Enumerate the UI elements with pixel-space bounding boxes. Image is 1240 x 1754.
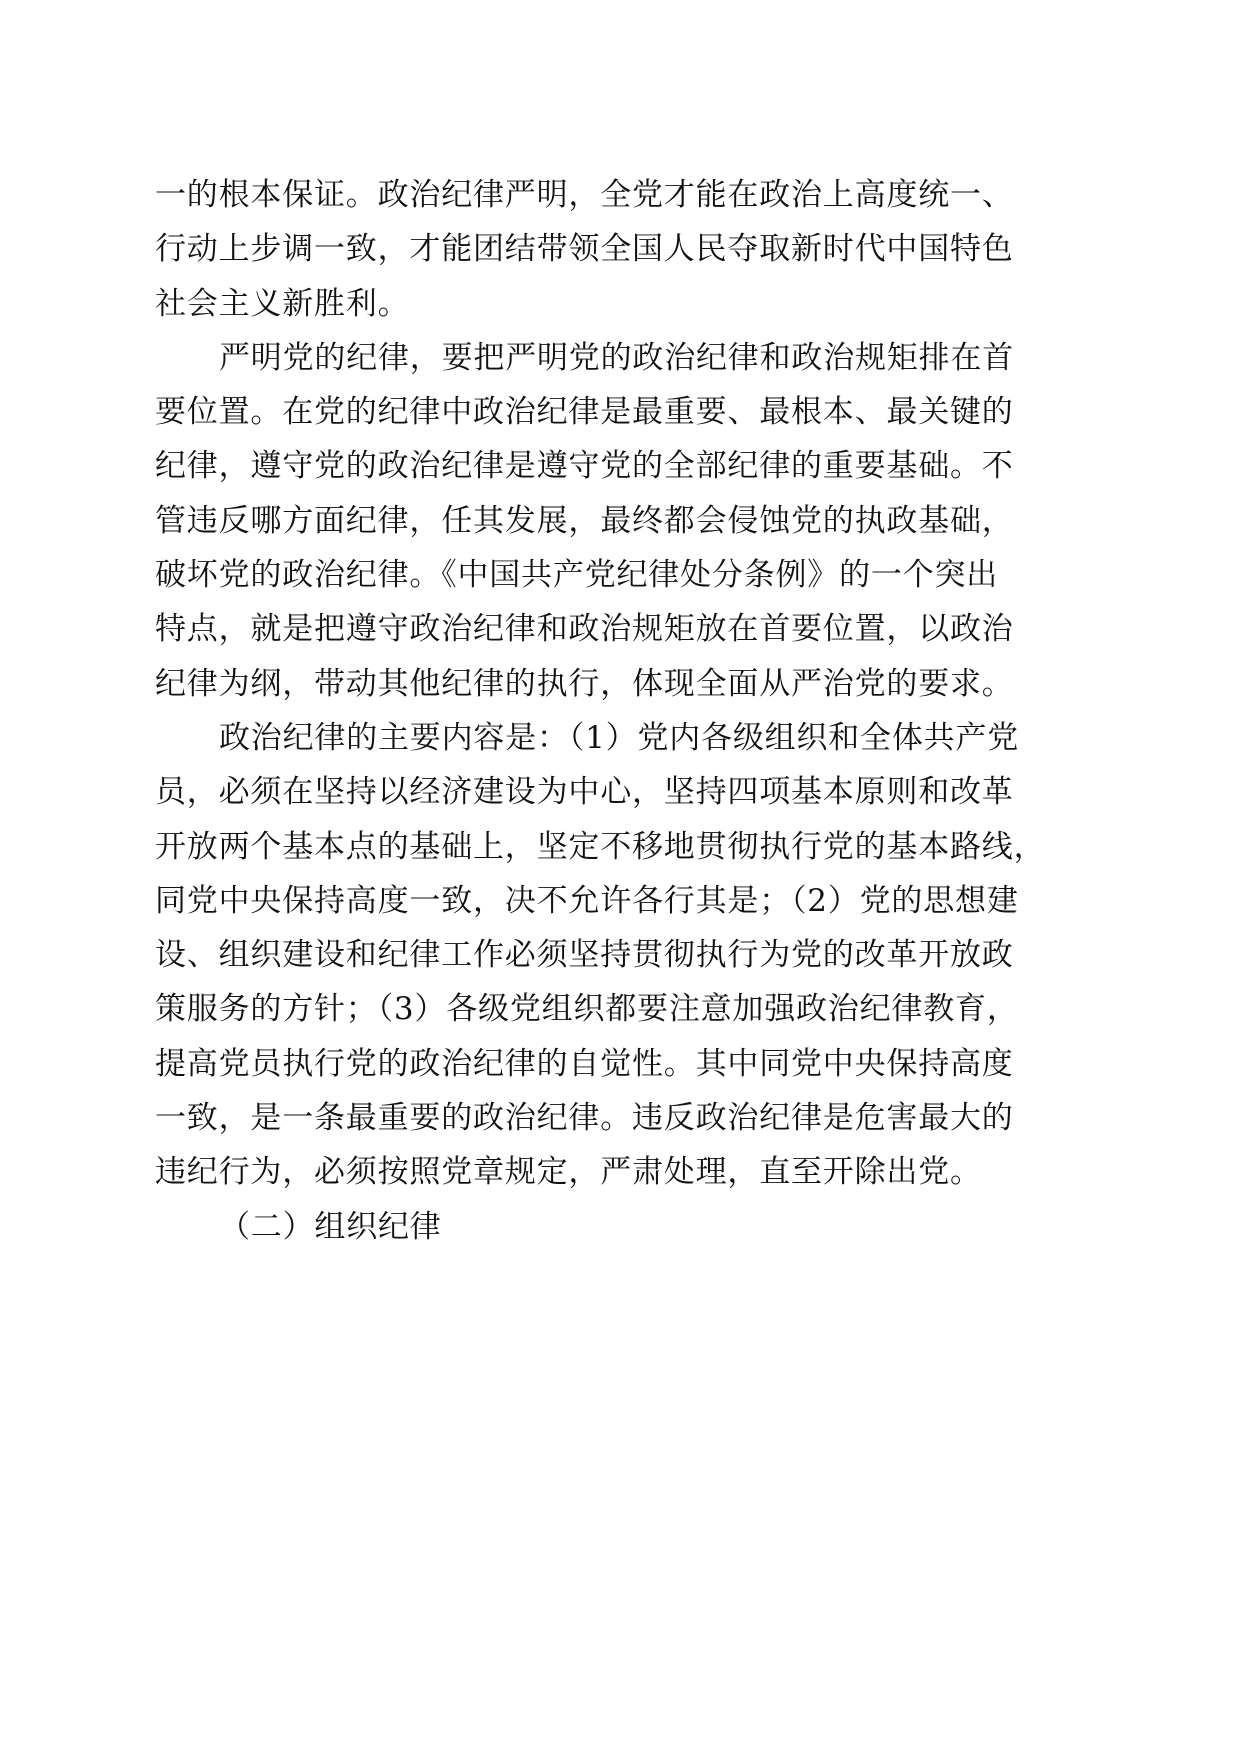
section-subheading: （二）组织纪律 [219,1208,442,1245]
text-line: 违纪行为，必须按照党章规定，严肃处理，直至开除出党。 [155,1154,982,1191]
text-line: 管违反哪方面纪律，任其发展，最终都会侵蚀党的执政基础， [155,502,1014,539]
text-line: 提高党员执行党的政治纪律的自觉性。其中同党中央保持高度 [155,1045,1014,1082]
text-line: 特点，就是把遵守政治纪律和政治规矩放在首要位置，以政治 [155,611,1014,648]
text-line: 行动上步调一致，才能团结带领全国人民夺取新时代中国特色 [155,231,1014,268]
text-line: 一的根本保证。政治纪律严明，全党才能在政治上高度统一、 [155,177,1014,213]
text-line: 破坏党的政治纪律。《中国共产党纪律处分条例》的一个突出 [155,557,999,594]
text-line: 严明党的纪律，要把严明党的政治纪律和政治规矩排在首 [219,339,1014,376]
text-line: 一致，是一条最重要的政治纪律。违反政治纪律是危害最大的 [155,1100,1014,1137]
text-line: 策服务的方针；（3）各级党组织都要注意加强政治纪律教育， [155,991,1019,1028]
document-body [155,168,1075,1254]
paragraph-political-discipline-content [155,711,1075,1200]
text-line: 纪律，遵守党的政治纪律是遵守党的全部纪律的重要基础。不 [155,448,1014,485]
text-line: 政治纪律的主要内容是：（1）党内各级组织和全体共产党 [219,719,1020,756]
text-line: 要位置。在党的纪律中政治纪律是最重要、最根本、最关键的 [155,394,1014,431]
paragraph-political-discipline-priority [155,331,1075,711]
text-line: 纪律为纲，带动其他纪律的执行，体现全面从严治党的要求。 [155,665,1014,702]
text-line: 同党中央保持高度一致，决不允许各行其是；（2）党的思想建 [155,882,1019,919]
paragraph-continuation [155,168,1075,331]
text-line: 员，必须在坚持以经济建设为中心，坚持四项基本原则和改革 [155,774,1014,811]
text-line: 开放两个基本点的基础上，坚定不移地贯彻执行党的基本路线， [155,828,1046,865]
text-line: 社会主义新胜利。 [155,285,410,322]
text-line: 设、组织建设和纪律工作必须坚持贯彻执行为党的改革开放政 [155,937,1014,974]
